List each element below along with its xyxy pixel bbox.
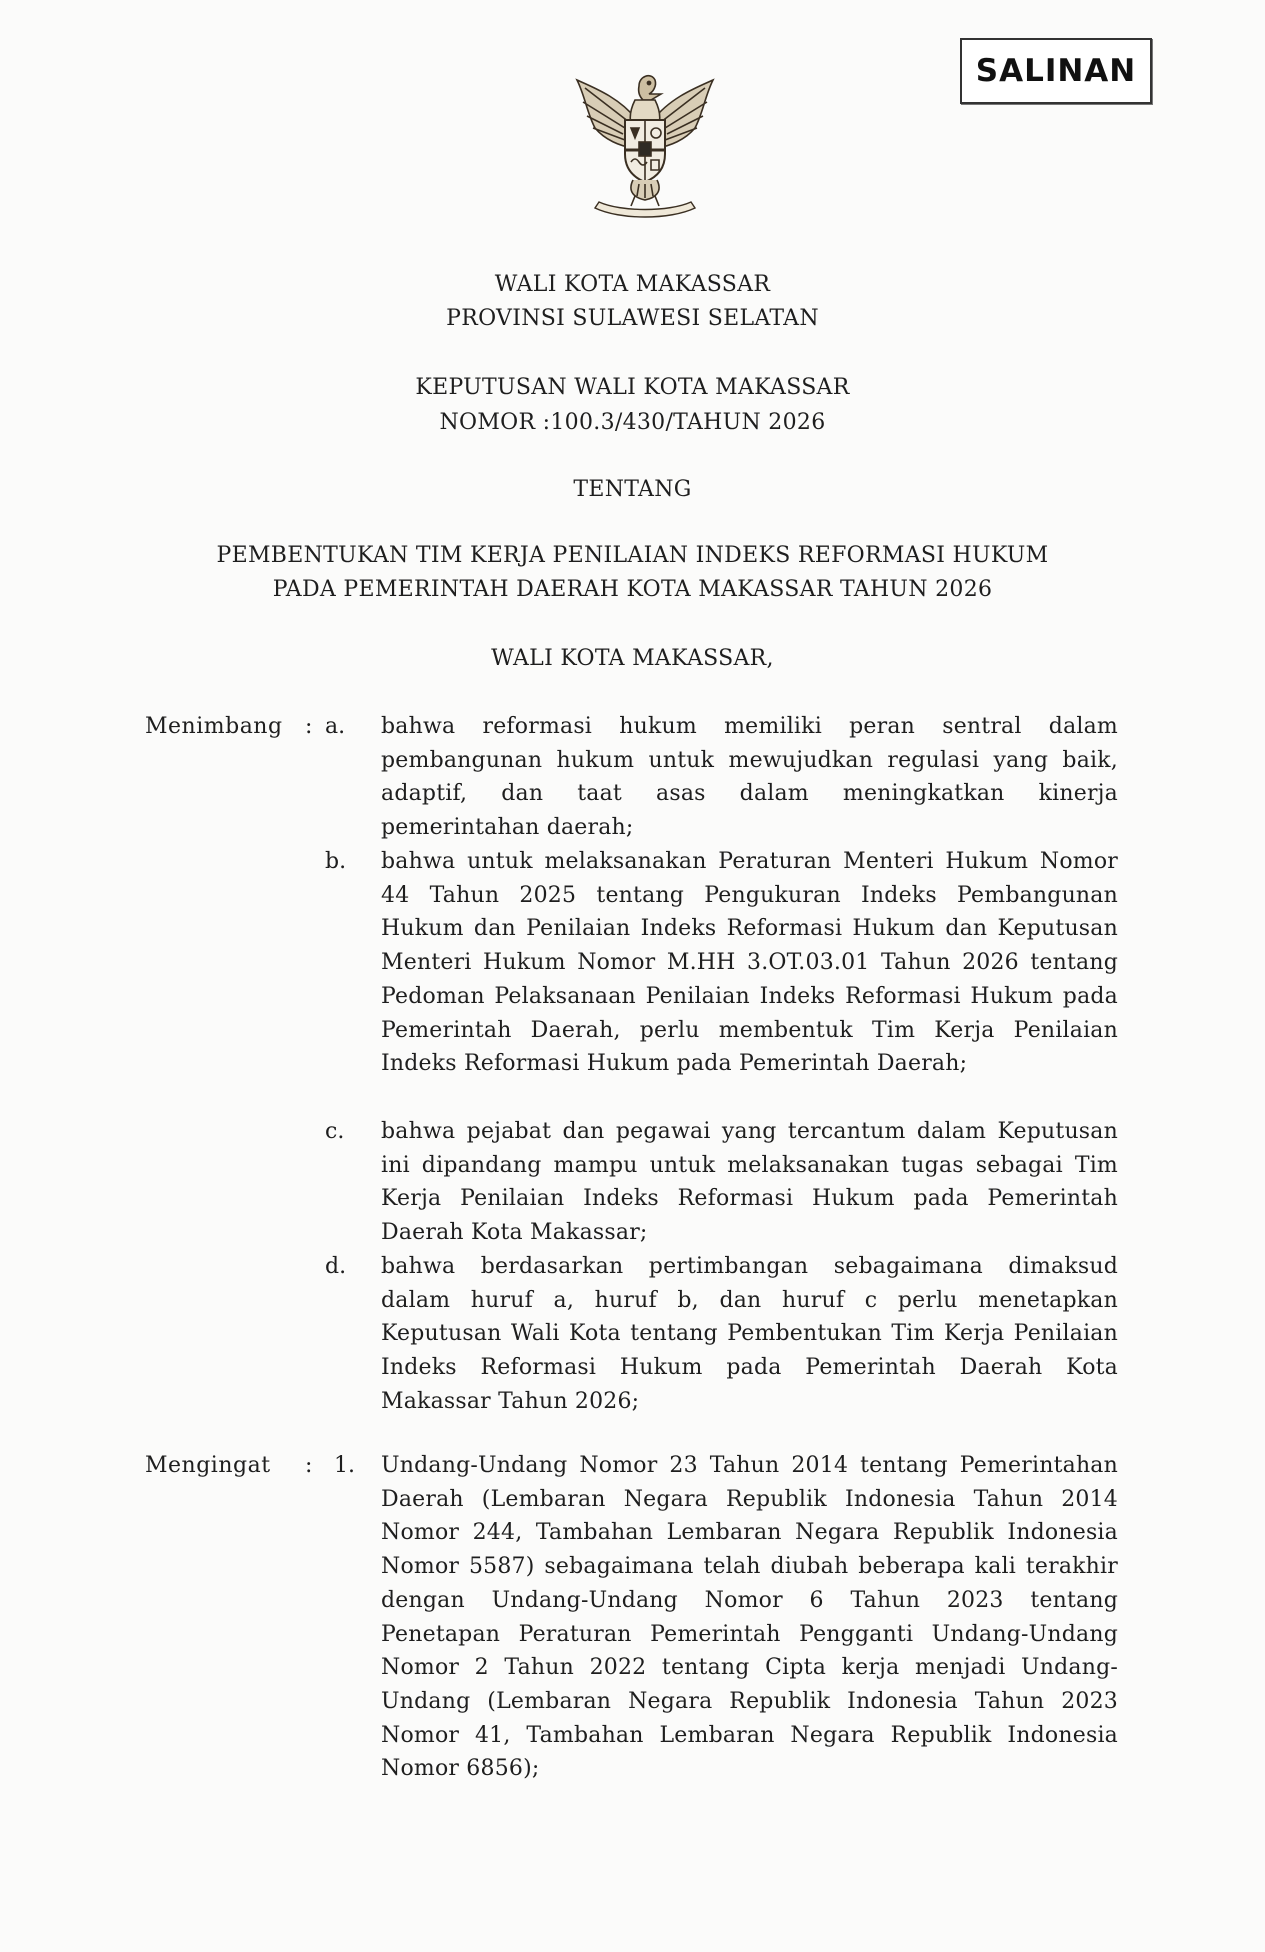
menimbang-label: Menimbang: [145, 714, 283, 739]
header-line-2: PROVINSI SULAWESI SELATAN: [446, 306, 819, 331]
decree-title: KEPUTUSAN WALI KOTA MAKASSAR: [415, 375, 850, 400]
garuda-pancasila-emblem-icon: [565, 58, 725, 223]
menimbang-marker-b: b.: [325, 849, 347, 874]
menimbang-marker-c: c.: [325, 1119, 345, 1144]
mengingat-colon: :: [305, 1453, 313, 1478]
decree-number: NOMOR :100.3/430/TAHUN 2026: [439, 410, 826, 435]
menimbang-marker-d: d.: [325, 1254, 347, 1279]
menimbang-item-a: bahwa reformasi hukum memiliki peran sentral dalam pembangunan hukum untuk mewujudkan regulasi yang baik, adaptif, dan taat asas dalam meningkatkan kinerja pemerintahan daerah;: [381, 714, 1118, 841]
menimbang-marker-a: a.: [325, 714, 346, 739]
issuer-heading: WALI KOTA MAKASSAR,: [491, 646, 774, 671]
menimbang-colon: :: [305, 714, 313, 739]
subject-line-1: PEMBENTUKAN TIM KERJA PENILAIAN INDEKS REFORMASI HUKUM: [216, 543, 1049, 568]
header-line-1: WALI KOTA MAKASSAR: [494, 272, 771, 297]
subject-line-2: PADA PEMERINTAH DAERAH KOTA MAKASSAR TAHUN 2026: [272, 577, 993, 602]
mengingat-marker-1: 1.: [334, 1453, 355, 1478]
mengingat-label: Mengingat: [145, 1453, 271, 1478]
mengingat-item-1: Undang-Undang Nomor 23 Tahun 2014 tentang Pemerintahan Daerah (Lembaran Negara Republik Indonesia Tahun 2014 Nomor 244, Tambahan Lembaran Negara Republik Indonesia Nomor 5587) sebagaimana telah diubah beberapa kali terakhir dengan Undang-Undang Nomor 6 Tahun 2023 tentang Penetapan Peraturan Pemerintah Pengganti Undang-Undang Nomor 2 Tahun 2022 tentang Cipta kerja menjadi Undang-Undang (Lembaran Negara Republik Indonesia Tahun 2023 Nomor 41, Tambahan Lembaran Negara Republik Indonesia Nomor 6856);: [381, 1453, 1118, 1782]
menimbang-item-b: bahwa untuk melaksanakan Peraturan Menteri Hukum Nomor 44 Tahun 2025 tentang Pengukuran Indeks Pembangunan Hukum dan Penilaian Indeks Reformasi Hukum dan Keputusan Menteri Hukum Nomor M.HH 3.OT.03.01 Tahun 2026 tentang Pedoman Pelaksanaan Penilaian Indeks Reformasi Hukum pada Pemerintah Daerah, perlu membentuk Tim Kerja Penilaian Indeks Reformasi Hukum pada Pemerintah Daerah;: [381, 849, 1118, 1077]
menimbang-item-d: bahwa berdasarkan pertimbangan sebagaimana dimaksud dalam huruf a, huruf b, dan huruf c perlu menetapkan Keputusan Wali Kota tentang Pembentukan Tim Kerja Penilaian Indeks Reformasi Hukum pada Pemerintah Daerah Kota Makassar Tahun 2026;: [381, 1254, 1118, 1414]
menimbang-item-c: bahwa pejabat dan pegawai yang tercantum dalam Keputusan ini dipandang mampu untuk melaksanakan tugas sebagai Tim Kerja Penilaian Indeks Reformasi Hukum pada Pemerintah Daerah Kota Makassar;: [381, 1119, 1118, 1246]
salinan-stamp: SALINAN: [960, 38, 1152, 104]
tentang-heading: TENTANG: [573, 477, 692, 502]
